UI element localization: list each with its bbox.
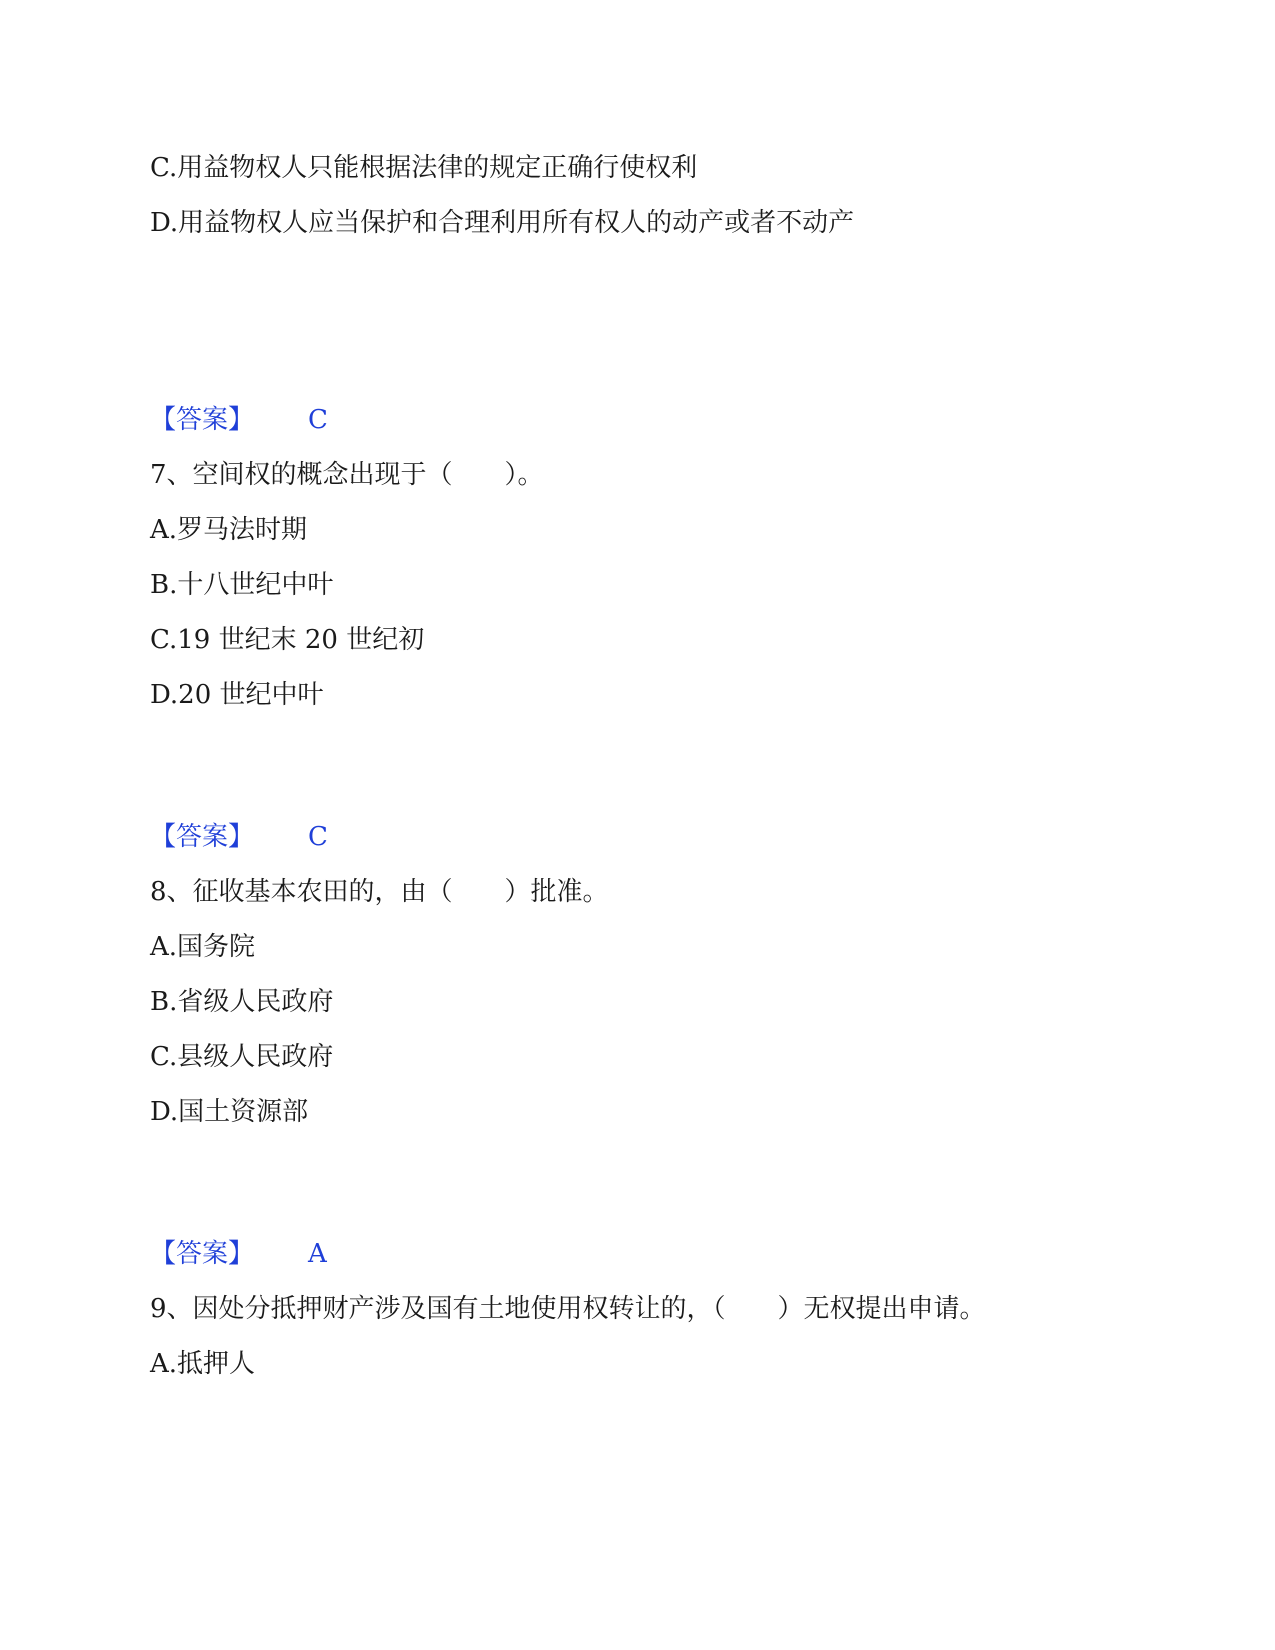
q8-option-b: B.省级人民政府 <box>150 987 334 1017</box>
answer-label: 【答案】 <box>150 405 255 435</box>
q6-answer-row <box>150 403 328 437</box>
q7-option-b: B.十八世纪中叶 <box>150 570 334 600</box>
q9-question: 9、因处分抵押财产涉及国有土地使用权转让的，（ ）无权提出申请。 <box>150 1294 986 1324</box>
answer-value: C <box>308 405 328 435</box>
answer-label: 【答案】 <box>150 1239 255 1269</box>
answer-label: 【答案】 <box>150 822 255 852</box>
q7-question: 7、空间权的概念出现于（ ）。 <box>150 460 544 490</box>
answer-value: A <box>308 1239 327 1269</box>
answer-value: C <box>308 822 328 852</box>
q7-option-c: C.19 世纪末 20 世纪初 <box>150 625 425 655</box>
q7-option-a: A.罗马法时期 <box>150 515 308 545</box>
q8-option-d: D.国土资源部 <box>150 1097 309 1127</box>
q8-question: 8、征收基本农田的，由（ ）批准。 <box>150 877 609 907</box>
q8-option-c: C.县级人民政府 <box>150 1042 334 1072</box>
q6-option-c: D.用益物权人应当保护和合理利用所有权人的动产或者不动产 <box>150 208 855 238</box>
q7-answer-row <box>150 820 328 854</box>
q9-option-a: A.抵押人 <box>150 1349 256 1379</box>
q7-option-d: D.20 世纪中叶 <box>150 680 324 710</box>
q8-option-a: A.国务院 <box>150 932 256 962</box>
q6-option-b: C.用益物权人只能根据法律的规定正确行使权利 <box>150 153 698 183</box>
q8-answer-row <box>150 1237 327 1271</box>
